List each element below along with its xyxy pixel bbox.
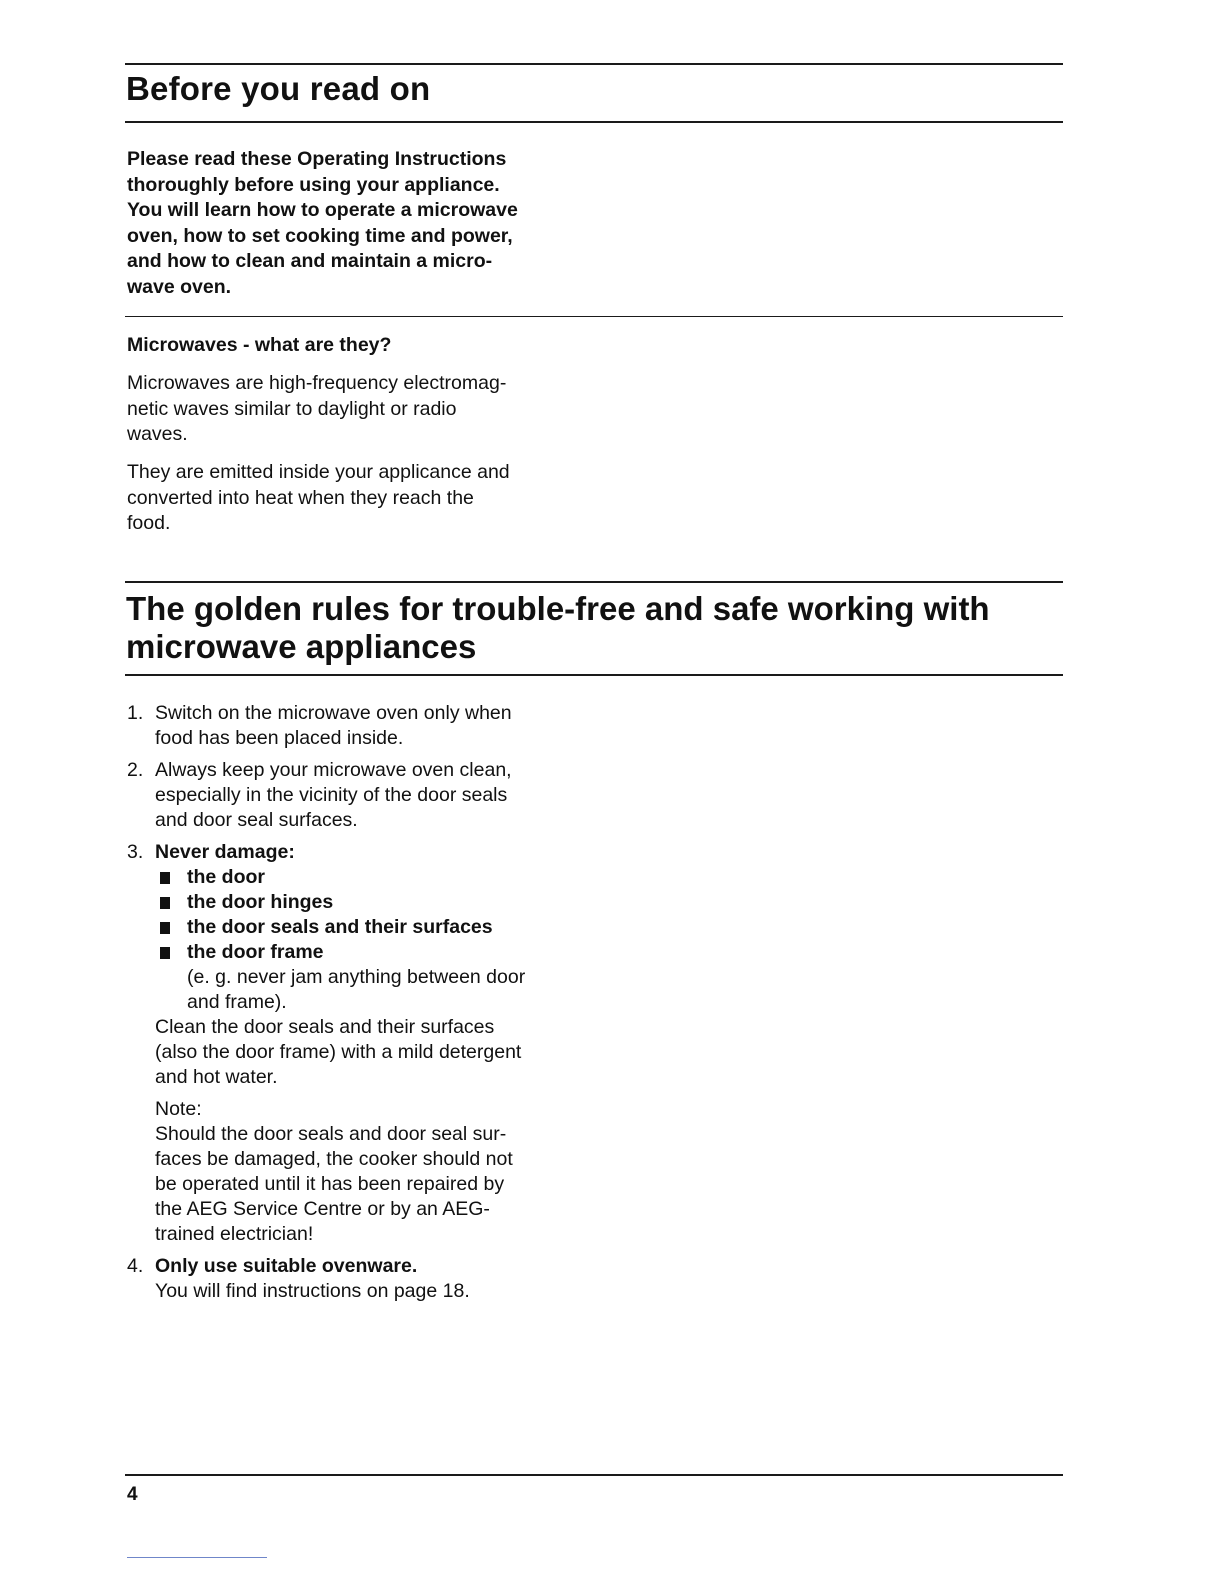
- intro-paragraph: [127, 147, 597, 300]
- section-title-underline: [125, 121, 1063, 123]
- title-line: The golden rules for trouble-free and safe working with: [126, 590, 990, 627]
- microwaves-paragraph-1: [127, 371, 597, 448]
- paragraph-line: food.: [127, 512, 171, 534]
- bullet-item: [155, 915, 607, 940]
- list-text-line: You will find instructions on page 18.: [155, 1280, 470, 1302]
- example-line: and frame).: [187, 991, 287, 1013]
- bullet-list: [155, 865, 607, 965]
- example-line: (e. g. never jam anything between door: [187, 966, 526, 988]
- paragraph-line: netic waves similar to daylight or radio: [127, 397, 457, 420]
- paragraph-line: waves.: [127, 423, 188, 445]
- section-title-underline: [125, 674, 1063, 676]
- paragraph-line: They are emitted inside your applicance and: [127, 461, 510, 483]
- list-number: 4.: [127, 1255, 144, 1277]
- intro-line: thoroughly before using your appliance.: [127, 173, 500, 196]
- page-number: 4: [127, 1484, 138, 1505]
- golden-rules-list: [127, 701, 607, 1311]
- cleaning-line: Clean the door seals and their surfaces: [155, 1016, 495, 1038]
- list-text-line: food has been placed inside.: [155, 727, 404, 749]
- square-bullet-icon: [160, 897, 170, 909]
- cleaning-line: (also the door frame) with a mild detergent: [155, 1041, 522, 1063]
- square-bullet-icon: [160, 922, 170, 934]
- note-line: trained electrician!: [155, 1223, 314, 1245]
- list-text-line: Switch on the microwave oven only when: [155, 702, 512, 724]
- intro-line: and how to clean and maintain a micro-: [127, 250, 493, 272]
- list-item-heading: Never damage:: [155, 841, 295, 863]
- microwaves-heading: Microwaves - what are they?: [127, 334, 392, 356]
- title-line: microwave appliances: [126, 628, 477, 665]
- intro-line: You will learn how to operate a microwave: [127, 199, 518, 221]
- rule-item-3: [127, 840, 607, 1247]
- microwaves-paragraph-2: [127, 460, 597, 537]
- bullet-item: [155, 865, 607, 890]
- intro-line: wave oven.: [127, 275, 232, 298]
- note-line: Should the door seals and door seal sur-: [155, 1123, 507, 1145]
- rule-item-2: [127, 758, 607, 833]
- list-number: 1.: [127, 702, 144, 724]
- cleaning-line: and hot water.: [155, 1066, 278, 1088]
- note-label: Note:: [155, 1098, 202, 1120]
- bullet-item: [155, 940, 607, 965]
- bullet-text: the door hinges: [187, 891, 334, 913]
- list-number: 3.: [127, 841, 144, 863]
- bullet-item: [155, 890, 607, 915]
- note-line: be operated until it has been repaired by: [155, 1173, 505, 1195]
- top-rule: [125, 63, 1063, 65]
- intro-line: Please read these Operating Instructions: [127, 148, 507, 170]
- section-rule: [125, 581, 1063, 583]
- bullet-text: the door frame: [187, 941, 324, 963]
- divider-rule: [125, 316, 1063, 317]
- rule-item-1: [127, 701, 607, 751]
- paragraph-line: Microwaves are high-frequency electromag-: [127, 372, 507, 394]
- section-title-golden-rules: [126, 590, 990, 666]
- note-line: faces be damaged, the cooker should not: [155, 1148, 513, 1170]
- square-bullet-icon: [160, 947, 170, 959]
- list-text-line: and door seal surfaces.: [155, 809, 358, 831]
- footer-accent-line: [127, 1557, 267, 1558]
- list-number: 2.: [127, 759, 144, 781]
- bullet-text: the door seals and their surfaces: [187, 916, 493, 938]
- note-line: the AEG Service Centre or by an AEG-: [155, 1198, 490, 1220]
- rule-item-4: [127, 1254, 607, 1304]
- list-item-heading: Only use suitable ovenware.: [155, 1255, 418, 1277]
- list-text-line: Always keep your microwave oven clean,: [155, 759, 512, 781]
- section-title-before-you-read-on: Before you read on: [126, 70, 431, 107]
- intro-line: oven, how to set cooking time and power,: [127, 224, 513, 247]
- bullet-text: the door: [187, 866, 265, 888]
- paragraph-line: converted into heat when they reach the: [127, 486, 474, 509]
- list-text-line: especially in the vicinity of the door seals: [155, 784, 508, 806]
- footer-rule: [125, 1474, 1063, 1476]
- square-bullet-icon: [160, 872, 170, 884]
